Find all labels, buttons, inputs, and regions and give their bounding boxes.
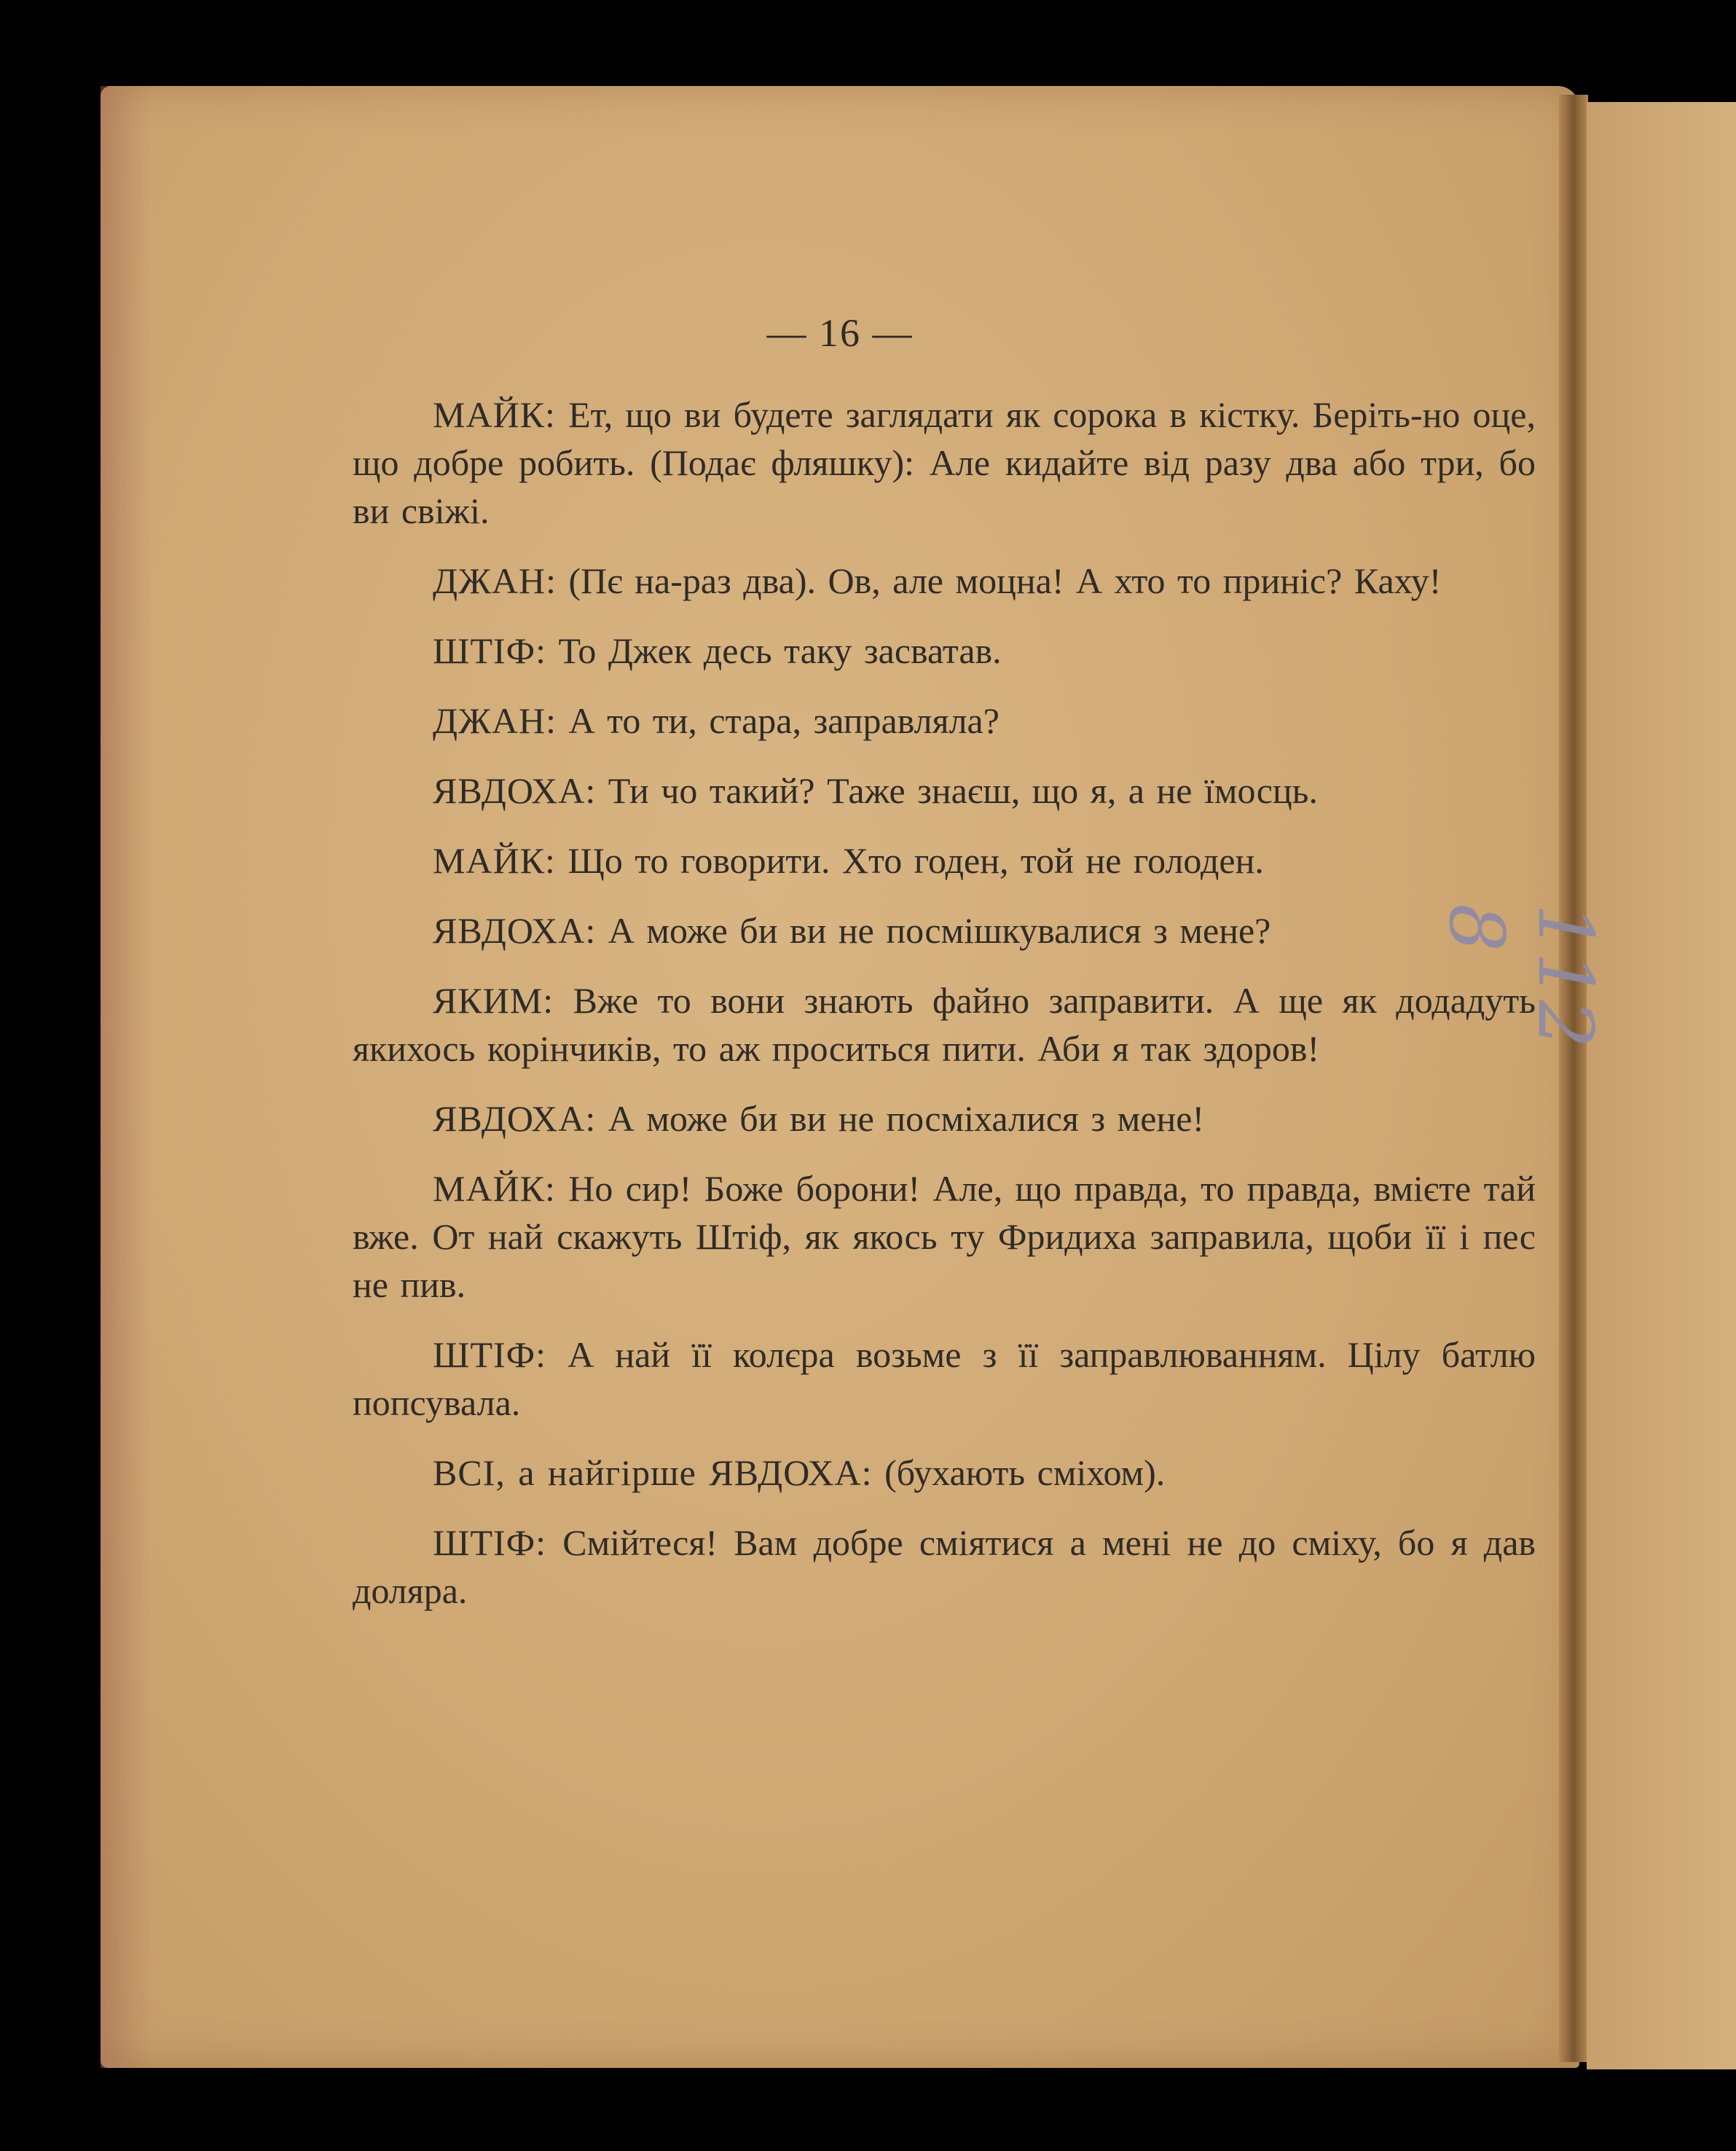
dialogue-paragraph xyxy=(353,1331,1536,1427)
speaker-name: ШТІФ: xyxy=(433,630,547,671)
dialogue-text: А най її колєра возьме з її заправлюванням. Цілу батлю попсувала. xyxy=(353,1334,1536,1423)
dialogue-paragraph xyxy=(353,1449,1536,1497)
speaker-name: ЯВДОХА: xyxy=(433,770,597,811)
speaker-name: ВСІ, а найгірше ЯВДОХА: xyxy=(433,1452,873,1493)
dialogue-paragraph xyxy=(353,767,1536,815)
speaker-name: ДЖАН: xyxy=(433,560,557,601)
speaker-name: ЯВДОХА: xyxy=(433,910,597,951)
dialogue-paragraph xyxy=(353,1164,1536,1309)
book-page-right-edge xyxy=(1587,102,1736,2069)
speaker-name: МАЙК: xyxy=(433,394,556,435)
dialogue-text: Вже то вони знають файно заправити. А ще як додадуть якихось корінчиків, то аж проситься пити. Аби я так здоров! xyxy=(353,980,1536,1069)
speaker-name: ЯКИМ: xyxy=(433,980,554,1021)
dialogue-text: Но сир! Боже борони! Але, що правда, то правда, вмієте тай вже. От най скажуть Штіф, як якось ту Фридиха заправила, щоби її і пес не пив. xyxy=(353,1168,1536,1305)
speaker-name: ШТІФ: xyxy=(433,1334,547,1375)
dialogue-text: А може би ви не посмішкувалися з мене? xyxy=(608,910,1271,951)
dialogue-text: Що то говорити. Хто годен, той не голоден. xyxy=(567,840,1264,881)
dialogue-paragraph xyxy=(353,836,1536,885)
page-body xyxy=(353,391,1536,1637)
dialogue-text: Ти чо такий? Таже знаєш, що я, а не їмосць. xyxy=(608,770,1318,811)
dialogue-paragraph xyxy=(353,1519,1536,1615)
speaker-name: ДЖАН: xyxy=(433,700,557,741)
dialogue-text: (бухають сміхом). xyxy=(884,1452,1166,1493)
speaker-name: МАЙК: xyxy=(433,1168,556,1209)
dialogue-text: А може би ви не посміхалися з мене! xyxy=(608,1098,1205,1139)
dialogue-text: Ет, що ви будете заглядати як сорока в кістку. Беріть-но оце, що добре робить. (Подає фляшку): Але кидайте від разу два або три, бо ви свіжі. xyxy=(353,394,1536,531)
dialogue-paragraph xyxy=(353,391,1536,535)
dialogue-text: То Джек десь таку засватав. xyxy=(558,630,1002,671)
dialogue-paragraph xyxy=(353,906,1536,955)
dialogue-paragraph xyxy=(353,976,1536,1073)
pencil-margin-note: 112 8 xyxy=(1432,904,1610,1049)
dialogue-text: (Пє на-раз два). Ов, але моцна! А хто то приніс? Каху! xyxy=(568,560,1442,601)
dialogue-paragraph xyxy=(353,1094,1536,1143)
speaker-name: МАЙК: xyxy=(433,840,556,881)
book-gutter xyxy=(1559,95,1588,2062)
page-number: — 16 — xyxy=(766,311,914,355)
dialogue-text: А то ти, стара, заправляла? xyxy=(568,700,999,741)
dialogue-paragraph xyxy=(353,697,1536,745)
speaker-name: ЯВДОХА: xyxy=(433,1098,597,1139)
speaker-name: ШТІФ: xyxy=(433,1522,547,1563)
book-page-left xyxy=(101,86,1579,2068)
dialogue-paragraph xyxy=(353,557,1536,605)
dialogue-text: Смійтеся! Вам добре сміятися а мені не до сміху, бо я дав доляра. xyxy=(353,1522,1536,1611)
dialogue-paragraph xyxy=(353,627,1536,675)
